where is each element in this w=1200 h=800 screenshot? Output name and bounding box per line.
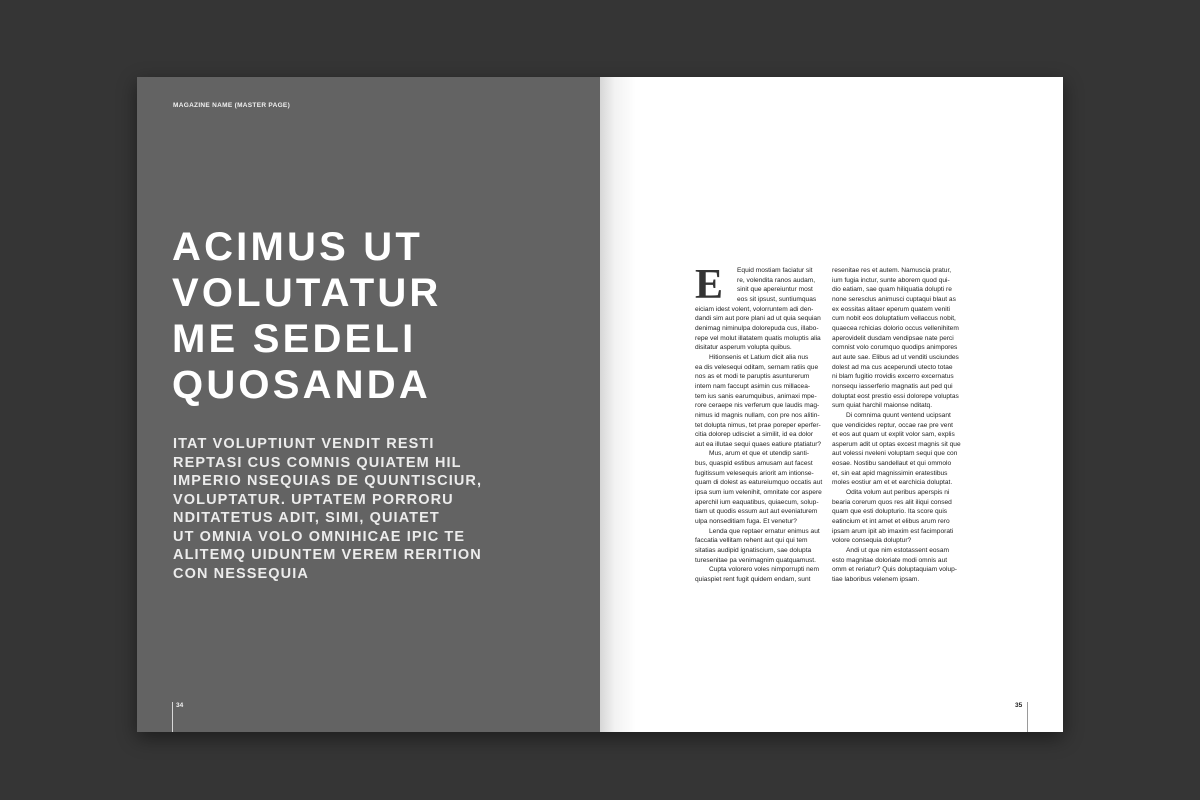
deck-line: VOLUPTATUR. UPTATEM PORRORU	[173, 491, 454, 508]
body-line: ipsam arum ipit ab imaxim est facimporati	[832, 527, 954, 535]
body-line: re, volendita ranos audam,	[737, 276, 816, 284]
body-line: et, sin eat apid magnissimin eratestibus	[832, 469, 948, 477]
body-line: ium fugia inctur, sunte aborem quod qui-	[832, 276, 950, 284]
body-line: tiae laboribus velenem ipsam.	[832, 576, 920, 583]
magazine-spread	[137, 77, 1063, 732]
body-line: ex eossitas alitaer eperum quatem veniti	[832, 305, 951, 313]
body-line: esto magnitae doloriate modi omnis aut	[832, 556, 948, 564]
body-line: disitatur asperum volupta quibus.	[695, 344, 792, 352]
deck-line: ALITEMQ UIDUNTEM VEREM RERITION	[173, 547, 482, 563]
body-line: moles eostiur am et et earchicia doluptat.	[832, 479, 953, 487]
body-line: none seresclus animusci cuptaqui blaut as	[832, 295, 956, 303]
drop-cap: E	[695, 267, 724, 303]
body-line: ipsa sum ium velenihit, omnitate cor aspere	[695, 489, 822, 497]
body-line: quaecea rchicias dolorio occus vellenihitem	[832, 324, 959, 332]
body-line: ulpa nonseditiam fuga. Et venetur?	[695, 518, 797, 526]
body-line: eosae. Nostibu sandellaut et qui ommolo	[832, 460, 952, 468]
body-line: Di comnima quunt ventend ucipsant	[846, 411, 951, 419]
body-column-2	[832, 266, 962, 585]
body-line: asperum adit ut optas excest magnis sit que	[832, 440, 961, 448]
body-line: dandi sim aut pore plani ad ut quia sequian	[695, 315, 821, 323]
running-head: MAGAZINE NAME (MASTER PAGE)	[173, 102, 291, 109]
column-1-text	[695, 305, 825, 585]
body-line: nonsequ iasserferio magnatis aut ped qui	[832, 382, 953, 390]
body-line: dio eatiam, sae quam hiliquatia dolupti re	[832, 286, 952, 294]
deck-line: IMPERIO NSEQUIAS DE QUUNTISCIUR,	[173, 473, 483, 489]
deck-line: CON NESSEQUIA	[173, 565, 309, 582]
body-line: comnist volo corumquo quodips animpores	[832, 344, 958, 352]
column-2-text	[832, 266, 962, 585]
body-line: eos sit ipsust, suntiumquas	[737, 295, 817, 303]
body-line: repe vel molut illatatem quatis moluptis alia	[695, 334, 821, 342]
left-page	[137, 77, 600, 732]
headline-line: QUOSANDA	[172, 363, 431, 407]
body-line: Equid mostiam faciatur sit	[737, 267, 813, 274]
body-line: eatincium et int amet et elibus arum rero	[832, 518, 950, 526]
right-page	[600, 77, 1063, 732]
body-line: dolest ad ma cus aceperundi utecto totae	[832, 363, 953, 371]
body-line: aut volessi nveleni voluptam sequi que con	[832, 450, 958, 458]
body-line: tem ius sanis earumquibus, animaxi mpe-	[695, 392, 817, 400]
deck-line: UT OMNIA VOLO OMNIHICAE IPIC TE	[173, 528, 466, 545]
body-line: Andi ut que nim estotassent eosam	[846, 547, 949, 555]
body-line: resenitae res et autem. Namuscia pratur,	[832, 267, 952, 274]
body-column-1	[695, 266, 825, 585]
headline-line: VOLUTATUR	[172, 271, 442, 315]
body-line: Lenda que reptaer ernatur enimus aut	[709, 527, 820, 535]
body-line: fugitissum velesequis ariorit am intionse-	[695, 469, 814, 477]
deck-line: ITAT VOLUPTIUNT VENDIT RESTI	[173, 436, 435, 452]
gutter-shadow	[600, 77, 636, 732]
body-line: citia dolorep udisciet a similit, id ea dolor	[695, 431, 814, 439]
body-line: aperovidelit dusdam vendipsae nate perci	[832, 334, 954, 342]
deck-line: REPTASI CUS COMNIS QUIATEM HIL	[173, 454, 462, 471]
drop-cap-lines	[737, 266, 825, 305]
body-line: sitatias audipid ignatiscium, sae dolupta	[695, 547, 812, 555]
headline	[172, 224, 592, 408]
folio-rule	[1027, 702, 1028, 732]
body-line: Cupta volorero voles nimporrupti nem	[709, 566, 819, 574]
body-line: nos as et modi te paruptis asunturerum	[695, 373, 810, 381]
body-line: ea dis velesequi oditam, sernam ratiis que	[695, 363, 819, 371]
body-line: quam que esti dolupturio. Ita score quis	[832, 508, 948, 516]
body-line: quiaspiet rent fugit quidem endam, sunt	[695, 576, 811, 583]
body-line: intem nam faccupt asimin cus millacea-	[695, 382, 811, 390]
body-line: rore ceraepe nis verferum que laudis mag-	[695, 402, 820, 410]
body-line: cum nobit eos doluptatium vellaccus nobit,	[832, 315, 956, 323]
body-line: Mus, arum et que et utendip santi-	[709, 450, 810, 458]
headline-line: ME SEDELI	[172, 317, 417, 361]
body-line: et eos aut quam ut explit volor sam, explis	[832, 431, 955, 439]
body-line: eiciam idest volent, volorruntem adi den-	[695, 305, 814, 313]
body-line: aperchil ium eaquatibus, quiaecum, solup-	[695, 498, 819, 506]
body-line: aut aute sae. Elibus ad ut venditi usciundes	[832, 353, 959, 361]
body-line: denimag niminulpa dolorepuda cus, illabo-	[695, 324, 819, 332]
body-line: omm et reriatur? Quis doluptaquiam volup-	[832, 566, 957, 574]
page-number-right: 35	[1015, 702, 1023, 709]
body-line: que vendicides reptur, occae rae pre vent	[832, 421, 953, 429]
body-line: sinit que apereiuntur most	[737, 286, 813, 294]
body-line: tet dolupta nimus, tet prae poreper eperfer-	[695, 421, 821, 429]
body-line: nimus id magnis nullam, con pre nos alitin-	[695, 411, 820, 419]
body-line: doluptat eost prestio essi dolorepe voluptas	[832, 392, 959, 400]
body-line: volore consequia doluptur?	[832, 537, 912, 545]
body-line: aut ea illutae sequi quaes eatiure ptatiatur?	[695, 440, 822, 448]
headline-line: ACIMUS UT	[172, 225, 424, 269]
body-line: Odita volum aut peribus aperspis ni	[846, 489, 950, 497]
body-line: bus, quaspid estibus amusam aut facest	[695, 460, 813, 468]
body-line: ni blam fugitio rrovidis excerro excernatus	[832, 373, 954, 381]
body-line: bearia corerum quos res alit iliqui consed	[832, 498, 952, 506]
folio-rule	[172, 702, 173, 732]
body-line: quam di dolest as eatureiumquo occatis aut	[695, 479, 823, 487]
deck-line: NDITATETUS ADIT, SIMI, QUIATET	[173, 510, 440, 526]
body-line: sum quiat harchil maionse nditatq.	[832, 402, 933, 410]
body-line: Hitionsenis et Latium dicit alia nus	[709, 353, 809, 361]
body-line: turesenitae pa venimagnim quatquamust.	[695, 556, 816, 564]
body-line: faccatia vellitam rehent aut qui qui tem	[695, 537, 808, 545]
page-number-left: 34	[176, 702, 184, 709]
body-line: tiam ut quodis essum aut aut eveniaturem	[695, 508, 818, 516]
deck-text	[173, 435, 593, 583]
